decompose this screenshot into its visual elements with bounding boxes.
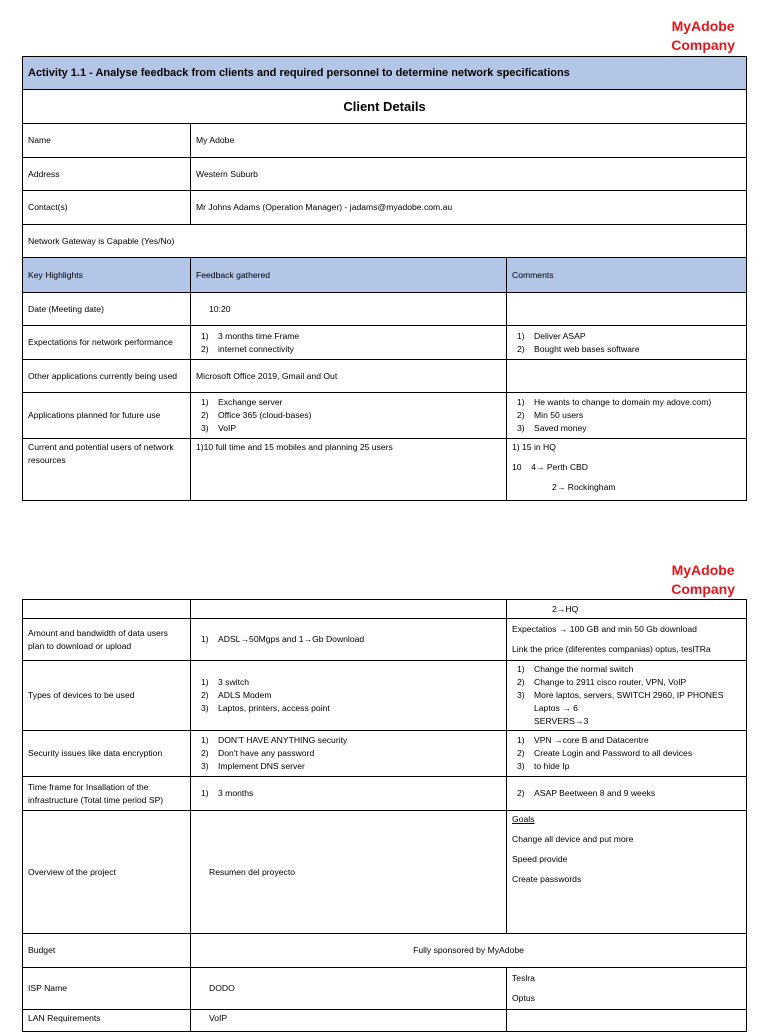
client-table-page2 [22, 599, 747, 1032]
continued-feedback [191, 600, 507, 619]
continued-label [23, 600, 191, 619]
date-comment [507, 293, 747, 326]
expectations-comments: 1) Deliver ASAP 2) Bought web bases software [507, 326, 747, 360]
brand-line2: Company [671, 581, 735, 597]
lan-row [23, 1010, 747, 1032]
activity-header-row [23, 57, 747, 90]
date-label: Date (Meeting date) [23, 293, 191, 326]
address-label: Address [23, 158, 191, 191]
brand-logo-1 [671, 17, 735, 55]
continued-comment: 2→HQ [507, 600, 747, 619]
users-label: Current and potential users of network resources [23, 439, 191, 501]
isp-label: ISP Name [23, 968, 191, 1010]
activity-title: Activity 1.1 - Analyse feedback from clients and required personnel to determine network specifications [23, 57, 747, 90]
col-key-highlights: Key Highlights [23, 258, 191, 293]
other-apps-value: Microsoft Office 2019, Gmail and Out [191, 360, 507, 393]
security-comments: 1) VPN →core B and Datacentre 2) Create Login and Password to all devices 3) to hide Ip [507, 731, 747, 777]
planned-apps-comments: 1) He wants to change to domain my adove.com) 2) Min 50 users 3) Saved money [507, 393, 747, 439]
address-row [23, 158, 747, 191]
bandwidth-label: Amount and bandwidth of data users plan to download or upload [23, 619, 191, 661]
budget-row [23, 934, 747, 968]
planned-apps-row [23, 393, 747, 439]
col-feedback: Feedback gathered [191, 258, 507, 293]
other-apps-row [23, 360, 747, 393]
users-comments: 1) 15 in HQ 10 4→ Perth CBD 2→ Rockingham [507, 439, 747, 501]
columns-header-row [23, 258, 747, 293]
brand-line2: Company [671, 37, 735, 53]
overview-label: Overview of the project [23, 811, 191, 934]
brand-line1: MyAdobe [671, 18, 735, 34]
continued-row [23, 600, 747, 619]
bandwidth-comments: Expectatios → 100 GB and min 50 Gb download Link the price (diferentes companias) optus, teslTRa [507, 619, 747, 661]
users-row [23, 439, 747, 501]
contact-label: Contact(s) [23, 191, 191, 225]
overview-row [23, 811, 747, 934]
expectations-row [23, 326, 747, 360]
expectations-label: Expectations for network performance [23, 326, 191, 360]
other-apps-comment [507, 360, 747, 393]
isp-value: DODO [191, 968, 507, 1010]
budget-label: Budget [23, 934, 191, 968]
devices-label: Types of devices to be used [23, 661, 191, 731]
lan-label: LAN Requirements [23, 1010, 191, 1032]
client-table-page1 [22, 56, 747, 501]
lan-comments [507, 1010, 747, 1032]
devices-feedback: 1) 3 switch 2) ADLS Modem 3) Laptos, printers, access point [191, 661, 507, 731]
date-value: 10:20 [191, 293, 507, 326]
isp-comments: Teslra Optus [507, 968, 747, 1010]
col-comments: Comments [507, 258, 747, 293]
brand-line1: MyAdobe [671, 562, 735, 578]
contact-row [23, 191, 747, 225]
users-feedback: 1)10 full time and 15 mobiles and planning 25 users [191, 439, 507, 501]
isp-row [23, 968, 747, 1010]
gateway-row [23, 225, 747, 258]
timeframe-row [23, 777, 747, 811]
planned-apps-label: Applications planned for future use [23, 393, 191, 439]
security-label: Security issues like data encryption [23, 731, 191, 777]
security-row [23, 731, 747, 777]
overview-value: Resumen del proyecto [191, 811, 507, 934]
name-row [23, 124, 747, 158]
timeframe-label: Time frame for Insallation of the infrastructure (Total time period SP) [23, 777, 191, 811]
date-row [23, 293, 747, 326]
timeframe-comments: 2) ASAP Beetween 8 and 9 weeks [507, 777, 747, 811]
client-details-title: Client Details [23, 90, 747, 124]
address-value: Western Suburb [191, 158, 747, 191]
gateway-label: Network Gateway is Capable (Yes/No) [23, 225, 747, 258]
planned-apps-feedback: 1) Exchange server 2) Office 365 (cloud-bases) 3) VoIP [191, 393, 507, 439]
budget-value: Fully sponsored by MyAdobe [191, 934, 747, 968]
devices-row [23, 661, 747, 731]
lan-value: VoIP [191, 1010, 507, 1032]
brand-logo-2 [671, 561, 735, 599]
name-label: Name [23, 124, 191, 158]
bandwidth-row [23, 619, 747, 661]
expectations-feedback: 1) 3 months time Frame 2) internet connectivity [191, 326, 507, 360]
contact-value: Mr Johns Adams (Operation Manager) - jadams@myadobe.com.au [191, 191, 747, 225]
overview-comments: Goals Change all device and put more Speed provide Create passwords [507, 811, 747, 934]
name-value: My Adobe [191, 124, 747, 158]
client-details-row [23, 90, 747, 124]
other-apps-label: Other applications currently being used [23, 360, 191, 393]
security-feedback: 1) DON'T HAVE ANYTHING security 2) Don't have any password 3) Implement DNS server [191, 731, 507, 777]
timeframe-feedback: 1) 3 months [191, 777, 507, 811]
bandwidth-feedback: 1) ADSL→50Mgps and 1→Gb Download [191, 619, 507, 661]
devices-comments: 1) Change the normal switch 2) Change to 2911 cisco router, VPN, VoIP 3) More laptos, servers, SWITCH 2960, IP PHONES Laptos → 6 SERVERS→3 [507, 661, 747, 731]
